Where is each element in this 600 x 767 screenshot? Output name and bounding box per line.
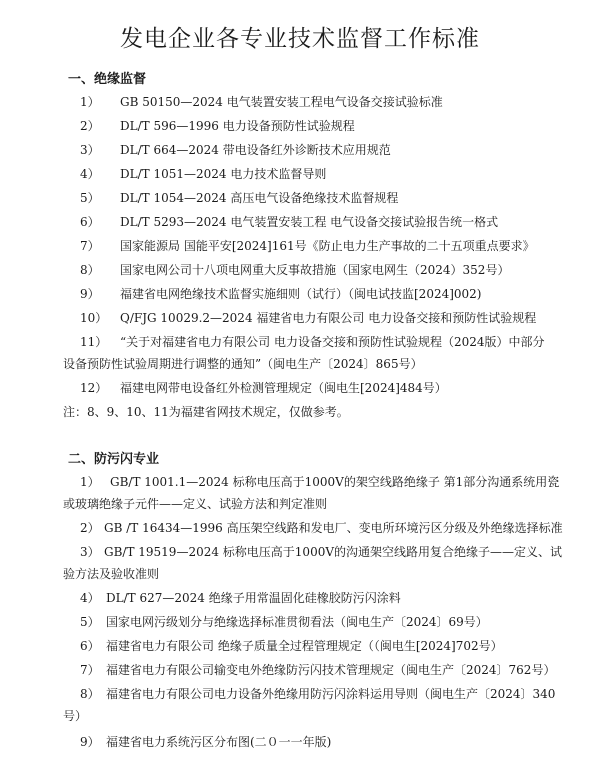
list-item: 4） DL/T 627—2024 绝缘子用常温固化硅橡胶防污闪涂料 xyxy=(80,591,401,605)
list-item: 12） 福建电网带电设备红外检测管理规定（闽电生[2024]484号） xyxy=(80,381,447,395)
list-item: 2） GB /T 16434—1996 高压架空线路和发电厂、变电所环境污区分级及外绝缘选择标准 xyxy=(80,521,563,535)
list-item: 8） 福建省电力有限公司电力设备外绝缘用防污闪涂料运用导则（闽电生产〔2024〕340 xyxy=(80,687,556,701)
list-item: 6） 福建省电力有限公司 绝缘子质量全过程管理规定（（闽电生[2024]702号） xyxy=(80,639,503,653)
list-item: 6） DL/T 5293—2024 电气装置安装工程 电气设备交接试验报告统一格式 xyxy=(80,215,499,229)
list-item: 5） 国家电网污级划分与绝缘选择标准贯彻看法（闽电生产〔2024〕69号） xyxy=(80,615,488,629)
list-item: 1） GB 50150—2024 电气装置安装工程电气设备交接试验标准 xyxy=(80,95,443,109)
list-item: 10） Q/FJG 10029.2—2024 福建省电力有限公司 电力设备交接和预防性试验规程 xyxy=(80,311,537,325)
list-item: 9） 福建省电力系统污区分布图(二０一一年版) xyxy=(80,735,332,749)
list-item: 2） DL/T 596—1996 电力设备预防性试验规程 xyxy=(80,119,355,133)
list-item: 3） GB/T 19519—2024 标称电压高于1000V的沟通架空线路用复合绝缘子——定义、试 xyxy=(80,545,563,559)
list-item-continuation: 号） xyxy=(63,709,88,723)
list-item: 4） DL/T 1051—2024 电力技术监督导则 xyxy=(80,167,327,181)
page-title: 发电企业各专业技术监督工作标准 xyxy=(120,26,480,52)
list-item: 5） DL/T 1054—2024 高压电气设备绝缘技术监督规程 xyxy=(80,191,399,205)
list-item-continuation: 或玻璃绝缘子元件——定义、试验方法和判定准则 xyxy=(63,497,328,511)
list-item: 7） 国家能源局 国能平安[2024]161号《防止电力生产事故的二十五项重点要求》 xyxy=(80,239,535,253)
list-item: 8） 国家电网公司十八项电网重大反事故措施（国家电网生（2024）352号） xyxy=(80,263,510,277)
section-heading-insulation: 一、绝缘监督 xyxy=(68,72,147,87)
list-item: 1） GB/T 1001.1—2024 标称电压高于1000V的架空线路绝缘子 第1部分沟通系统用瓷 xyxy=(80,475,560,489)
note: 注：8、9、10、11为福建省网技术规定，仅做参考。 xyxy=(63,405,349,419)
list-item-continuation: 验方法及验收准则 xyxy=(63,567,160,581)
list-item: 3） DL/T 664—2024 带电设备红外诊断技术应用规范 xyxy=(80,143,391,157)
list-item-continuation: 设备预防性试验周期进行调整的通知”（闽电生产〔2024〕865号） xyxy=(63,357,423,371)
section-heading-antifouling: 二、防污闪专业 xyxy=(68,452,160,467)
list-item: 9） 福建省电网绝缘技术监督实施细则（试行）（闽电试技监[2024]002) xyxy=(80,287,482,301)
list-item: 7） 福建省电力有限公司输变电外绝缘防污闪技术管理规定（闽电生产〔2024〕762号） xyxy=(80,663,556,677)
list-item: 11） “关于对福建省电力有限公司 电力设备交接和预防性试验规程（2024版）中部分 xyxy=(80,335,545,349)
